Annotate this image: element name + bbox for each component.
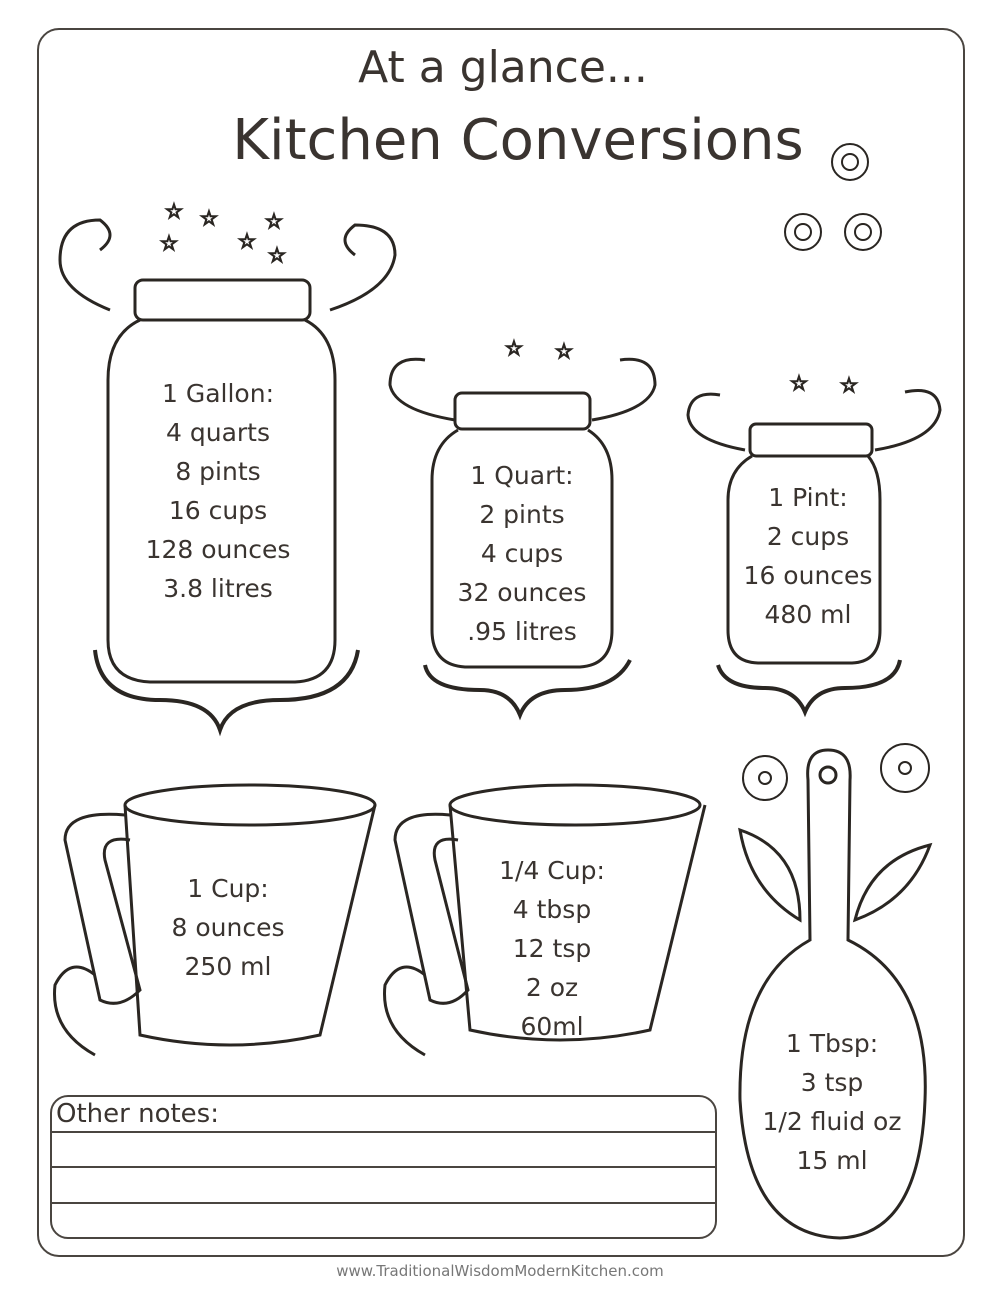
conversion-line: 250 ml (184, 952, 272, 981)
tablespoon-conversion (763, 1024, 902, 1180)
notes-line (52, 1166, 715, 1168)
conversion-line: 3.8 litres (163, 574, 273, 603)
conversion-line: 2 cups (766, 522, 850, 551)
svg-text:☆: ☆ (555, 339, 573, 363)
star-decorations (160, 199, 858, 397)
svg-text:☆: ☆ (790, 371, 808, 395)
conversion-line: 480 ml (764, 600, 852, 629)
quarter-cup-conversion (499, 851, 605, 1046)
conversion-heading: 1 Cup: (187, 874, 269, 903)
cup-conversion (172, 869, 285, 986)
svg-text:☆: ☆ (268, 243, 286, 267)
notes-label: Other notes: (56, 1099, 219, 1129)
conversion-line: 4 quarts (166, 418, 270, 447)
gallon-conversion (146, 374, 291, 608)
svg-text:☆: ☆ (200, 206, 218, 230)
conversion-line: 60ml (520, 1012, 584, 1041)
conversion-line: 4 cups (480, 539, 564, 568)
title-subheading: At a glance... (358, 42, 648, 93)
conversion-heading: 1 Gallon: (162, 379, 274, 408)
conversion-heading: 1/4 Cup: (499, 856, 605, 885)
flower-decorations (743, 144, 929, 800)
conversion-line: 8 pints (175, 457, 261, 486)
svg-text:☆: ☆ (165, 199, 183, 223)
svg-text:☆: ☆ (840, 373, 858, 397)
footer-website: www.TraditionalWisdomModernKitchen.com (336, 1262, 664, 1280)
conversion-heading: 1 Tbsp: (785, 1029, 879, 1058)
conversion-line: 2 oz (525, 973, 579, 1002)
conversion-line: 16 cups (168, 496, 268, 525)
conversion-line: 1/2 fluid oz (762, 1107, 902, 1136)
notes-line (52, 1202, 715, 1204)
conversion-line: 8 ounces (171, 913, 285, 942)
conversion-line: 15 ml (796, 1146, 868, 1175)
quart-conversion (458, 456, 587, 651)
conversion-heading: 1 Pint: (768, 483, 848, 512)
notes-line (52, 1131, 715, 1133)
notes-box[interactable] (50, 1095, 717, 1239)
conversion-line: 16 ounces (743, 561, 873, 590)
svg-text:☆: ☆ (160, 231, 178, 255)
conversion-heading: 1 Quart: (470, 461, 574, 490)
svg-text:☆: ☆ (505, 336, 523, 360)
conversion-line: 128 ounces (145, 535, 291, 564)
svg-text:☆: ☆ (265, 209, 283, 233)
conversion-line: 12 tsp (512, 934, 592, 963)
pint-conversion (744, 478, 873, 634)
conversion-line: .95 litres (467, 617, 577, 646)
conversion-line: 4 tbsp (512, 895, 592, 924)
conversion-line: 3 tsp (800, 1068, 864, 1097)
svg-text:☆: ☆ (238, 229, 256, 253)
conversion-line: 2 pints (479, 500, 565, 529)
conversion-line: 32 ounces (457, 578, 587, 607)
page-title: Kitchen Conversions (232, 108, 804, 173)
